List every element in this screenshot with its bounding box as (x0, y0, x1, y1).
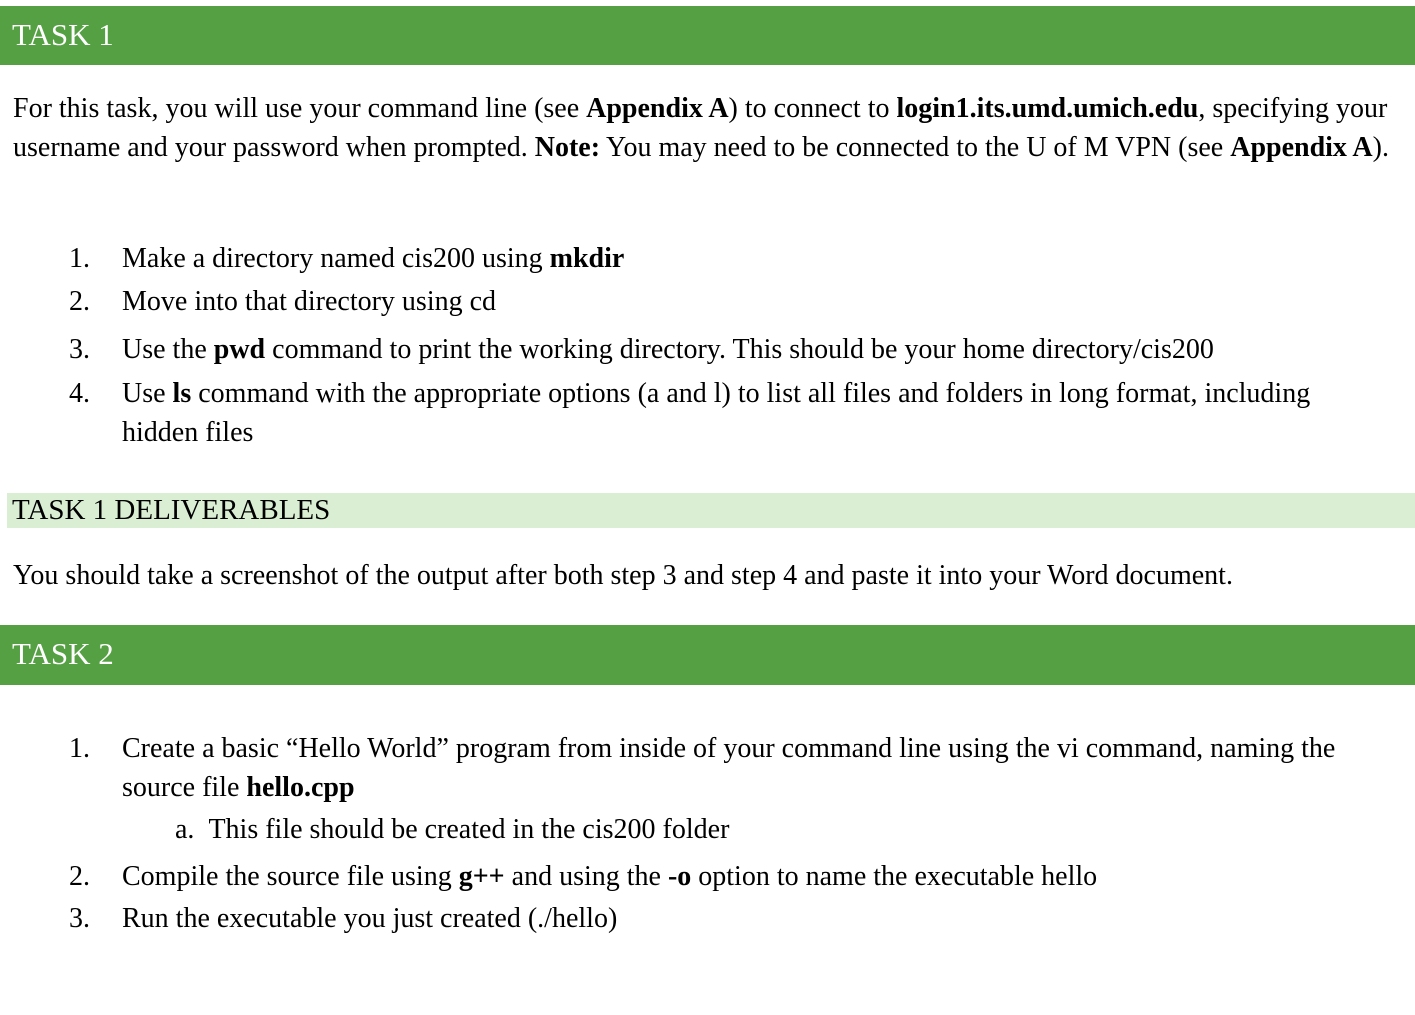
intro-bold-note: Note: (534, 131, 601, 163)
step-number: 1. (69, 733, 90, 764)
step-text-part: command to print the working directory. This should be your home directory/cis200 (265, 334, 1214, 365)
task1-deliverables-header (7, 493, 1415, 528)
step-text-part: Compile the source file using (122, 861, 459, 892)
step-text (122, 375, 1392, 452)
step-text-part: Make a directory named cis200 using (122, 243, 550, 274)
deliverables-text: You should take a screenshot of the output after both step 3 and step 4 and paste it into your Word document. (13, 560, 1233, 591)
step-text (122, 331, 1362, 370)
step-text-part: command with the appropriate options (a and l) to list all files and folders in long format, including hidden files (122, 378, 1311, 448)
step-bold-ls: ls (172, 378, 192, 409)
intro-text-4: You may need to be connected to the U of M VPN (see (600, 131, 1231, 163)
step-bold-o-option: -o (667, 861, 692, 892)
step-text: Run the executable you just created (./hello) (122, 903, 618, 934)
step-text-part: Use (122, 378, 173, 409)
step-number: 3. (69, 903, 90, 934)
step-number: 2. (69, 286, 90, 317)
deliverables-title: TASK 1 DELIVERABLES (12, 494, 331, 526)
intro-text-3: , specifying your username and your password when prompted. (13, 93, 1388, 163)
task2-header (0, 625, 1415, 685)
substep-text: This file should be created in the cis200 folder (208, 814, 730, 845)
intro-text-2: ) to connect to (728, 93, 897, 124)
intro-bold-appendix: Appendix A (586, 93, 729, 124)
task2-substep-a (175, 811, 729, 850)
intro-bold-appendix-2: Appendix A (1230, 131, 1373, 163)
task1-intro-paragraph (13, 90, 1403, 167)
substep-label: a. (175, 814, 195, 845)
step-bold-mkdir: mkdir (549, 243, 625, 274)
step-text-part: Create a basic “Hello World” program from inside of your command line using the vi command, naming the source file (122, 733, 1336, 803)
step-text: Move into that directory using cd (122, 286, 497, 317)
intro-text-1: For this task, you will use your command line (see (13, 93, 587, 124)
step-text (122, 730, 1392, 807)
step-text (122, 858, 1362, 897)
step-text-part: Use the (122, 334, 214, 365)
step-text-part: and using the (504, 861, 668, 892)
step-number: 4. (69, 378, 90, 409)
step-bold-pwd: pwd (213, 334, 266, 365)
task1-title: TASK 1 (12, 17, 114, 52)
step-number: 3. (69, 334, 90, 365)
step-bold-gpp: g++ (458, 861, 505, 892)
step-text-part: option to name the executable hello (691, 861, 1098, 892)
task1-header (0, 6, 1415, 65)
intro-text-5: ). (1372, 131, 1389, 163)
step-bold-hello-cpp: hello.cpp (246, 771, 355, 803)
intro-bold-host: login1.its.umd.umich.edu (896, 93, 1199, 124)
step-text (122, 240, 1362, 279)
step-number: 1. (69, 243, 90, 274)
step-number: 2. (69, 861, 90, 892)
task2-title: TASK 2 (12, 636, 114, 671)
